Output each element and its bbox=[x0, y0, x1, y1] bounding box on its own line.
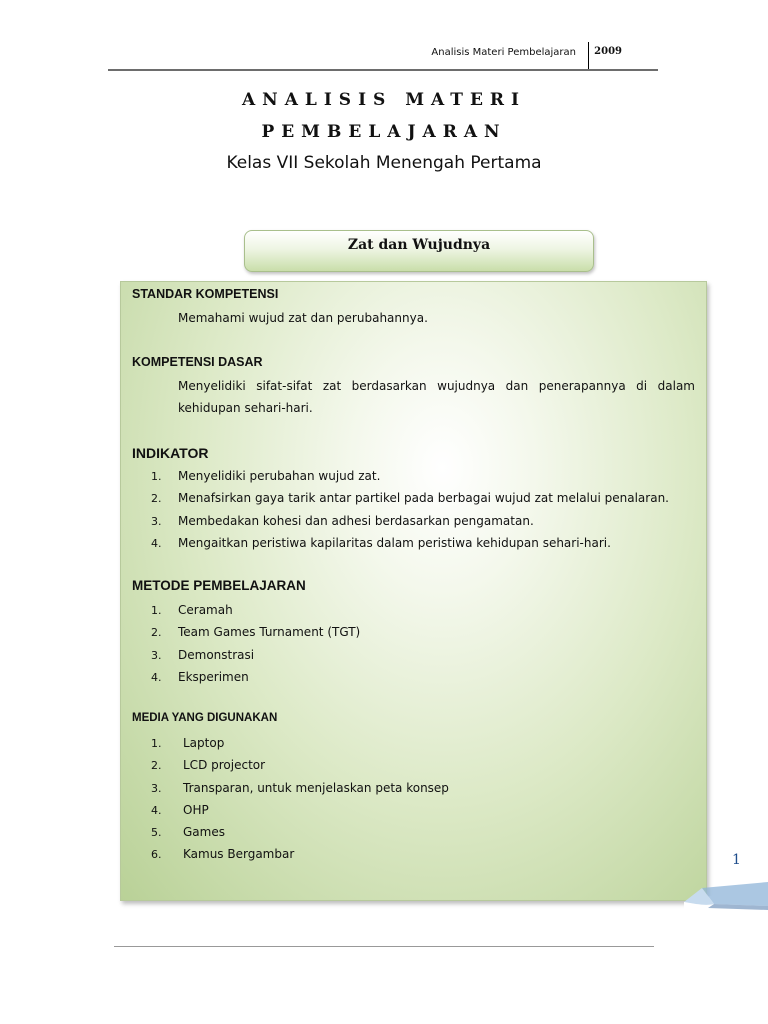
header-rule bbox=[108, 69, 658, 71]
page-curl-icon bbox=[684, 880, 768, 916]
list-item: 3. Transparan, untuk menjelaskan peta konsep bbox=[151, 780, 449, 795]
content-panel bbox=[120, 281, 707, 901]
indikator-heading: INDIKATOR bbox=[132, 445, 209, 461]
media-list bbox=[151, 732, 449, 866]
list-item: 4. Mengaitkan peristiwa kapilaritas dalam peristiwa kehidupan sehari-hari. bbox=[151, 535, 611, 550]
main-title-line2: PEMBELAJARAN bbox=[261, 122, 507, 142]
kompetensi-dasar-line1: Menyelidiki sifat-sifat zat berdasarkan wujudnya dan penerapannya di dalam bbox=[178, 379, 695, 393]
indikator-list bbox=[151, 465, 669, 554]
list-item: 1. Menyelidiki perubahan wujud zat. bbox=[151, 469, 381, 483]
list-item: 2. Team Games Turnament (TGT) bbox=[151, 625, 361, 640]
list-item: 4. OHP bbox=[151, 802, 209, 817]
list-item: 3. Demonstrasi bbox=[151, 647, 255, 662]
kompetensi-dasar-line2: kehidupan sehari-hari. bbox=[178, 401, 313, 415]
header-year: 2009 bbox=[594, 46, 622, 57]
metode-heading: METODE PEMBELAJARAN bbox=[132, 578, 306, 593]
topic-title: Zat dan Wujudnya bbox=[347, 237, 491, 253]
media-heading: MEDIA YANG DIGUNAKAN bbox=[132, 712, 278, 724]
header-doc-title: Analisis Materi Pembelajaran bbox=[431, 47, 576, 58]
kompetensi-dasar-heading: KOMPETENSI DASAR bbox=[132, 355, 263, 369]
footer-rule bbox=[114, 946, 654, 947]
page-header bbox=[108, 40, 658, 72]
list-item: 1. Laptop bbox=[151, 736, 225, 750]
main-title-line1: ANALISIS MATERI bbox=[241, 90, 526, 110]
list-item: 4. Eksperimen bbox=[151, 669, 249, 684]
topic-box bbox=[244, 230, 594, 272]
standar-kompetensi-text: Memahami wujud zat dan perubahannya. bbox=[178, 311, 428, 325]
list-item: 5. Games bbox=[151, 825, 225, 840]
header-separator bbox=[588, 42, 589, 70]
standar-kompetensi-heading: STANDAR KOMPETENSI bbox=[132, 287, 279, 301]
list-item: 1. Ceramah bbox=[151, 603, 233, 617]
list-item: 6. Kamus Bergambar bbox=[151, 847, 295, 862]
metode-list bbox=[151, 599, 360, 688]
list-item: 2. Menafsirkan gaya tarik antar partikel pada berbagai wujud zat melalui penalaran. bbox=[151, 491, 669, 506]
list-item: 2. LCD projector bbox=[151, 758, 266, 773]
subtitle: Kelas VII Sekolah Menengah Pertama bbox=[226, 153, 542, 173]
page-number: 1 bbox=[732, 852, 741, 868]
list-item: 3. Membedakan kohesi dan adhesi berdasarkan pengamatan. bbox=[151, 513, 534, 528]
